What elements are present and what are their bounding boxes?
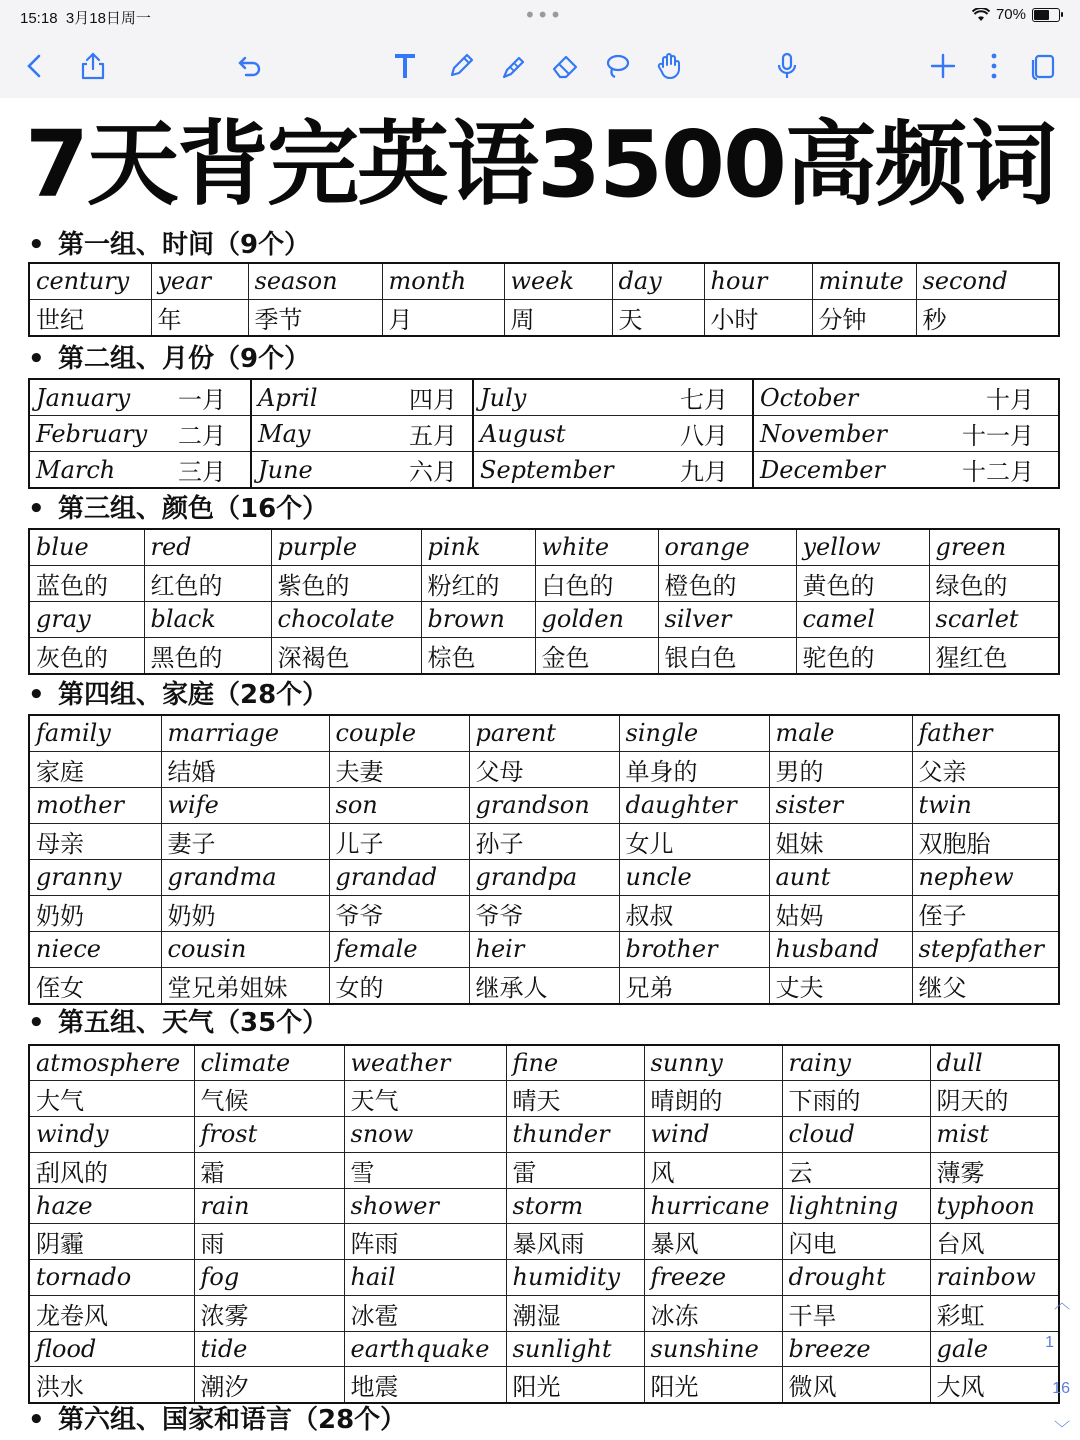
chinese-meaning-cell: 家庭	[29, 751, 161, 787]
table-row	[29, 416, 1059, 452]
english-word-cell: white	[535, 529, 658, 565]
english-word-cell: wife	[161, 787, 329, 823]
group-heading-time: • 第一组、时间（9个）	[28, 230, 311, 260]
eraser-icon[interactable]	[548, 49, 582, 83]
chinese-meaning-cell: 妻子	[161, 823, 329, 859]
english-word-cell: frost	[194, 1117, 344, 1153]
chinese-meaning-cell: 潮汐	[194, 1367, 344, 1404]
english-word-cell: aunt	[769, 859, 912, 895]
chinese-meaning-cell: 母亲	[29, 823, 161, 859]
english-word-cell: hour	[704, 263, 812, 299]
month-english-cell: July	[473, 379, 663, 416]
more-icon[interactable]	[977, 49, 1011, 83]
english-word-cell: snow	[344, 1117, 506, 1153]
lasso-icon[interactable]	[600, 49, 634, 83]
chinese-meaning-cell: 奶奶	[161, 895, 329, 931]
chinese-meaning-cell: 金色	[535, 637, 658, 674]
vocab-table-weather	[28, 1044, 1060, 1404]
chevron-up-icon[interactable]: ︿	[1053, 1295, 1070, 1312]
chinese-meaning-cell: 气候	[194, 1081, 344, 1117]
english-word-cell: century	[29, 263, 151, 299]
month-chinese-cell: 十二月	[897, 452, 1059, 489]
table-row	[29, 1224, 1059, 1260]
page-current: 1	[1045, 1334, 1054, 1351]
english-word-cell: thunder	[506, 1117, 644, 1153]
chinese-meaning-cell: 粉红的	[421, 565, 535, 601]
chinese-meaning-cell: 单身的	[619, 751, 769, 787]
english-word-cell: atmosphere	[29, 1045, 194, 1081]
table-row	[29, 601, 1059, 637]
english-word-cell: sister	[769, 787, 912, 823]
table-row	[29, 379, 1059, 416]
chinese-meaning-cell: 父亲	[912, 751, 1059, 787]
battery-icon	[1032, 8, 1060, 22]
month-chinese-cell: 七月	[663, 379, 753, 416]
table-row	[29, 637, 1059, 674]
english-word-cell: brown	[421, 601, 535, 637]
chinese-meaning-cell: 阳光	[506, 1367, 644, 1404]
chinese-meaning-cell: 继承人	[469, 967, 619, 1004]
chinese-meaning-cell: 黑色的	[144, 637, 271, 674]
table-row	[29, 1152, 1059, 1188]
chinese-meaning-cell: 分钟	[812, 299, 916, 336]
page-title: 7天背完英语3500高频词	[24, 111, 1056, 218]
chinese-meaning-cell: 夫妻	[329, 751, 469, 787]
english-word-cell: shower	[344, 1188, 506, 1224]
table-row	[29, 1117, 1059, 1153]
chinese-meaning-cell: 叔叔	[619, 895, 769, 931]
chinese-meaning-cell: 晴天	[506, 1081, 644, 1117]
status-right	[972, 6, 1060, 23]
english-word-cell: black	[144, 601, 271, 637]
chinese-meaning-cell: 姐妹	[769, 823, 912, 859]
chinese-meaning-cell: 刮风的	[29, 1152, 194, 1188]
english-word-cell: drought	[782, 1260, 930, 1296]
note-page[interactable]	[0, 98, 1080, 1440]
english-word-cell: breeze	[782, 1331, 930, 1367]
chinese-meaning-cell: 深褐色	[271, 637, 421, 674]
table-row	[29, 787, 1059, 823]
undo-icon[interactable]	[232, 49, 266, 83]
chinese-meaning-cell: 潮湿	[506, 1295, 644, 1331]
english-word-cell: uncle	[619, 859, 769, 895]
chinese-meaning-cell: 洪水	[29, 1367, 194, 1404]
chinese-meaning-cell: 大风	[930, 1367, 1059, 1404]
english-word-cell: year	[151, 263, 248, 299]
chinese-meaning-cell: 彩虹	[930, 1295, 1059, 1331]
english-word-cell: rainbow	[930, 1260, 1059, 1296]
group-heading-colors: • 第三组、颜色（16个）	[28, 494, 329, 524]
english-word-cell: flood	[29, 1331, 194, 1367]
chinese-meaning-cell: 下雨的	[782, 1081, 930, 1117]
english-word-cell: lightning	[782, 1188, 930, 1224]
english-word-cell: green	[929, 529, 1059, 565]
chinese-meaning-cell: 驼色的	[796, 637, 929, 674]
english-word-cell: sunlight	[506, 1331, 644, 1367]
battery-percent: 70%	[995, 6, 1026, 23]
table-row	[29, 529, 1059, 565]
english-word-cell: wind	[644, 1117, 782, 1153]
vocab-table-family	[28, 714, 1060, 1005]
chinese-meaning-cell: 侄女	[29, 967, 161, 1004]
english-word-cell: week	[504, 263, 612, 299]
chevron-down-icon[interactable]: ﹀	[1053, 1421, 1070, 1438]
group-heading-countries: • 第六组、国家和语言（28个）	[28, 1405, 407, 1435]
month-english-cell: February	[29, 416, 161, 452]
english-word-cell: day	[612, 263, 704, 299]
english-word-cell: pink	[421, 529, 535, 565]
chinese-meaning-cell: 紫色的	[271, 565, 421, 601]
vocab-table-time	[28, 262, 1060, 337]
chinese-meaning-cell: 奶奶	[29, 895, 161, 931]
english-word-cell: golden	[535, 601, 658, 637]
chinese-meaning-cell: 白色的	[535, 565, 658, 601]
month-chinese-cell: 六月	[403, 452, 473, 489]
english-word-cell: mist	[930, 1117, 1059, 1153]
english-word-cell: purple	[271, 529, 421, 565]
table-row	[29, 452, 1059, 489]
english-word-cell: brother	[619, 931, 769, 967]
english-word-cell: family	[29, 715, 161, 751]
english-word-cell: storm	[506, 1188, 644, 1224]
chinese-meaning-cell: 女儿	[619, 823, 769, 859]
group-heading-months: • 第二组、月份（9个）	[28, 344, 311, 374]
chinese-meaning-cell: 闪电	[782, 1224, 930, 1260]
english-word-cell: cousin	[161, 931, 329, 967]
english-word-cell: season	[248, 263, 382, 299]
english-word-cell: grandpa	[469, 859, 619, 895]
english-word-cell: son	[329, 787, 469, 823]
chinese-meaning-cell: 双胞胎	[912, 823, 1059, 859]
english-word-cell: marriage	[161, 715, 329, 751]
english-word-cell: cloud	[782, 1117, 930, 1153]
english-word-cell: female	[329, 931, 469, 967]
english-word-cell: second	[916, 263, 1059, 299]
table-row	[29, 823, 1059, 859]
group-heading-weather: • 第五组、天气（35个）	[28, 1008, 329, 1038]
month-english-cell: November	[753, 416, 897, 452]
chinese-meaning-cell: 侄子	[912, 895, 1059, 931]
chinese-meaning-cell: 结婚	[161, 751, 329, 787]
english-word-cell: rain	[194, 1188, 344, 1224]
english-word-cell: gray	[29, 601, 144, 637]
english-word-cell: grandson	[469, 787, 619, 823]
english-word-cell: heir	[469, 931, 619, 967]
english-word-cell: hail	[344, 1260, 506, 1296]
chinese-meaning-cell: 秒	[916, 299, 1059, 336]
month-english-cell: March	[29, 452, 161, 489]
table-row	[29, 751, 1059, 787]
chinese-meaning-cell: 晴朗的	[644, 1081, 782, 1117]
english-word-cell: blue	[29, 529, 144, 565]
status-bar	[0, 0, 1080, 36]
english-word-cell: parent	[469, 715, 619, 751]
table-row	[29, 1045, 1059, 1081]
english-word-cell: daughter	[619, 787, 769, 823]
chinese-meaning-cell: 云	[782, 1152, 930, 1188]
table-row	[29, 565, 1059, 601]
pen-icon[interactable]	[444, 49, 478, 83]
chinese-meaning-cell: 雪	[344, 1152, 506, 1188]
chinese-meaning-cell: 暴风雨	[506, 1224, 644, 1260]
english-word-cell: father	[912, 715, 1059, 751]
english-word-cell: fine	[506, 1045, 644, 1081]
english-word-cell: tide	[194, 1331, 344, 1367]
chinese-meaning-cell: 大气	[29, 1081, 194, 1117]
month-chinese-cell: 一月	[161, 379, 251, 416]
chinese-meaning-cell: 蓝色的	[29, 565, 144, 601]
chinese-meaning-cell: 棕色	[421, 637, 535, 674]
english-word-cell: sunshine	[644, 1331, 782, 1367]
chinese-meaning-cell: 橙色的	[658, 565, 796, 601]
table-row	[29, 1367, 1059, 1404]
microphone-icon[interactable]	[770, 49, 804, 83]
table-row	[29, 263, 1059, 299]
share-icon[interactable]	[76, 49, 110, 83]
chinese-meaning-cell: 父母	[469, 751, 619, 787]
chinese-meaning-cell: 绿色的	[929, 565, 1059, 601]
chevron-left-icon[interactable]	[18, 49, 52, 83]
chinese-meaning-cell: 兄弟	[619, 967, 769, 1004]
english-word-cell: granny	[29, 859, 161, 895]
english-word-cell: chocolate	[271, 601, 421, 637]
month-english-cell: May	[251, 416, 403, 452]
chinese-meaning-cell: 浓雾	[194, 1295, 344, 1331]
english-word-cell: camel	[796, 601, 929, 637]
chinese-meaning-cell: 雷	[506, 1152, 644, 1188]
highlighter-icon[interactable]	[496, 49, 530, 83]
english-word-cell: couple	[329, 715, 469, 751]
table-row	[29, 967, 1059, 1004]
english-word-cell: weather	[344, 1045, 506, 1081]
pages-icon[interactable]	[1026, 49, 1060, 83]
chinese-meaning-cell: 周	[504, 299, 612, 336]
english-word-cell: freeze	[644, 1260, 782, 1296]
month-chinese-cell: 三月	[161, 452, 251, 489]
english-word-cell: rainy	[782, 1045, 930, 1081]
notes-toolbar	[0, 36, 1080, 99]
chinese-meaning-cell: 阴天的	[930, 1081, 1059, 1117]
chinese-meaning-cell: 银白色	[658, 637, 796, 674]
english-word-cell: silver	[658, 601, 796, 637]
english-word-cell: twin	[912, 787, 1059, 823]
english-word-cell: red	[144, 529, 271, 565]
chinese-meaning-cell: 灰色的	[29, 637, 144, 674]
chinese-meaning-cell: 龙卷风	[29, 1295, 194, 1331]
multitask-dots-icon[interactable]: •••	[524, 3, 563, 27]
chinese-meaning-cell: 继父	[912, 967, 1059, 1004]
chinese-meaning-cell: 薄雾	[930, 1152, 1059, 1188]
chinese-meaning-cell: 丈夫	[769, 967, 912, 1004]
vocab-table-months	[28, 378, 1060, 489]
month-chinese-cell: 九月	[663, 452, 753, 489]
chinese-meaning-cell: 黄色的	[796, 565, 929, 601]
month-english-cell: September	[473, 452, 663, 489]
english-word-cell: minute	[812, 263, 916, 299]
chinese-meaning-cell: 小时	[704, 299, 812, 336]
table-row	[29, 895, 1059, 931]
english-word-cell: hurricane	[644, 1188, 782, 1224]
english-word-cell: earthquake	[344, 1331, 506, 1367]
english-word-cell: husband	[769, 931, 912, 967]
chinese-meaning-cell: 男的	[769, 751, 912, 787]
english-word-cell: dull	[930, 1045, 1059, 1081]
month-english-cell: January	[29, 379, 161, 416]
chinese-meaning-cell: 红色的	[144, 565, 271, 601]
chinese-meaning-cell: 暴风	[644, 1224, 782, 1260]
english-word-cell: gale	[930, 1331, 1059, 1367]
month-chinese-cell: 二月	[161, 416, 251, 452]
english-word-cell: windy	[29, 1117, 194, 1153]
english-word-cell: single	[619, 715, 769, 751]
chinese-meaning-cell: 微风	[782, 1367, 930, 1404]
text-tool-icon[interactable]	[388, 49, 422, 83]
chinese-meaning-cell: 季节	[248, 299, 382, 336]
chinese-meaning-cell: 冰冻	[644, 1295, 782, 1331]
english-word-cell: grandma	[161, 859, 329, 895]
english-word-cell: tornado	[29, 1260, 194, 1296]
english-word-cell: haze	[29, 1188, 194, 1224]
table-row	[29, 1331, 1059, 1367]
chinese-meaning-cell: 猩红色	[929, 637, 1059, 674]
table-row	[29, 931, 1059, 967]
chinese-meaning-cell: 阳光	[644, 1367, 782, 1404]
month-english-cell: June	[251, 452, 403, 489]
month-chinese-cell: 十一月	[897, 416, 1059, 452]
chinese-meaning-cell: 孙子	[469, 823, 619, 859]
table-row	[29, 715, 1059, 751]
english-word-cell: nephew	[912, 859, 1059, 895]
chinese-meaning-cell: 雨	[194, 1224, 344, 1260]
english-word-cell: typhoon	[930, 1188, 1059, 1224]
month-chinese-cell: 十月	[897, 379, 1059, 416]
wifi-icon	[972, 8, 990, 22]
english-word-cell: orange	[658, 529, 796, 565]
month-english-cell: October	[753, 379, 897, 416]
chinese-meaning-cell: 阴霾	[29, 1224, 194, 1260]
table-row	[29, 859, 1059, 895]
english-word-cell: mother	[29, 787, 161, 823]
chinese-meaning-cell: 台风	[930, 1224, 1059, 1260]
chinese-meaning-cell: 女的	[329, 967, 469, 1004]
group-heading-family: • 第四组、家庭（28个）	[28, 680, 329, 710]
english-word-cell: climate	[194, 1045, 344, 1081]
english-word-cell: grandad	[329, 859, 469, 895]
chinese-meaning-cell: 爷爷	[469, 895, 619, 931]
month-english-cell: December	[753, 452, 897, 489]
chinese-meaning-cell: 霜	[194, 1152, 344, 1188]
chinese-meaning-cell: 冰雹	[344, 1295, 506, 1331]
chinese-meaning-cell: 堂兄弟姐妹	[161, 967, 329, 1004]
english-word-cell: yellow	[796, 529, 929, 565]
chinese-meaning-cell: 年	[151, 299, 248, 336]
chinese-meaning-cell: 天	[612, 299, 704, 336]
status-time: 15:18 3月18日周一	[20, 10, 151, 27]
english-word-cell: month	[382, 263, 504, 299]
table-row	[29, 1188, 1059, 1224]
english-word-cell: male	[769, 715, 912, 751]
table-row	[29, 1295, 1059, 1331]
chinese-meaning-cell: 干旱	[782, 1295, 930, 1331]
month-english-cell: April	[251, 379, 403, 416]
month-chinese-cell: 四月	[403, 379, 473, 416]
chinese-meaning-cell: 姑妈	[769, 895, 912, 931]
english-word-cell: sunny	[644, 1045, 782, 1081]
hand-icon[interactable]	[652, 49, 686, 83]
english-word-cell: fog	[194, 1260, 344, 1296]
month-english-cell: August	[473, 416, 663, 452]
month-chinese-cell: 五月	[403, 416, 473, 452]
chinese-meaning-cell: 地震	[344, 1367, 506, 1404]
chinese-meaning-cell: 天气	[344, 1081, 506, 1117]
table-row	[29, 1081, 1059, 1117]
chinese-meaning-cell: 爷爷	[329, 895, 469, 931]
chinese-meaning-cell: 风	[644, 1152, 782, 1188]
table-row	[29, 299, 1059, 336]
month-chinese-cell: 八月	[663, 416, 753, 452]
chinese-meaning-cell: 月	[382, 299, 504, 336]
english-word-cell: stepfather	[912, 931, 1059, 967]
chinese-meaning-cell: 儿子	[329, 823, 469, 859]
english-word-cell: humidity	[506, 1260, 644, 1296]
table-row	[29, 1260, 1059, 1296]
english-word-cell: scarlet	[929, 601, 1059, 637]
vocab-table-colors	[28, 528, 1060, 675]
plus-icon[interactable]	[926, 49, 960, 83]
chinese-meaning-cell: 世纪	[29, 299, 151, 336]
page-total: 16	[1052, 1380, 1070, 1397]
english-word-cell: niece	[29, 931, 161, 967]
chinese-meaning-cell: 阵雨	[344, 1224, 506, 1260]
